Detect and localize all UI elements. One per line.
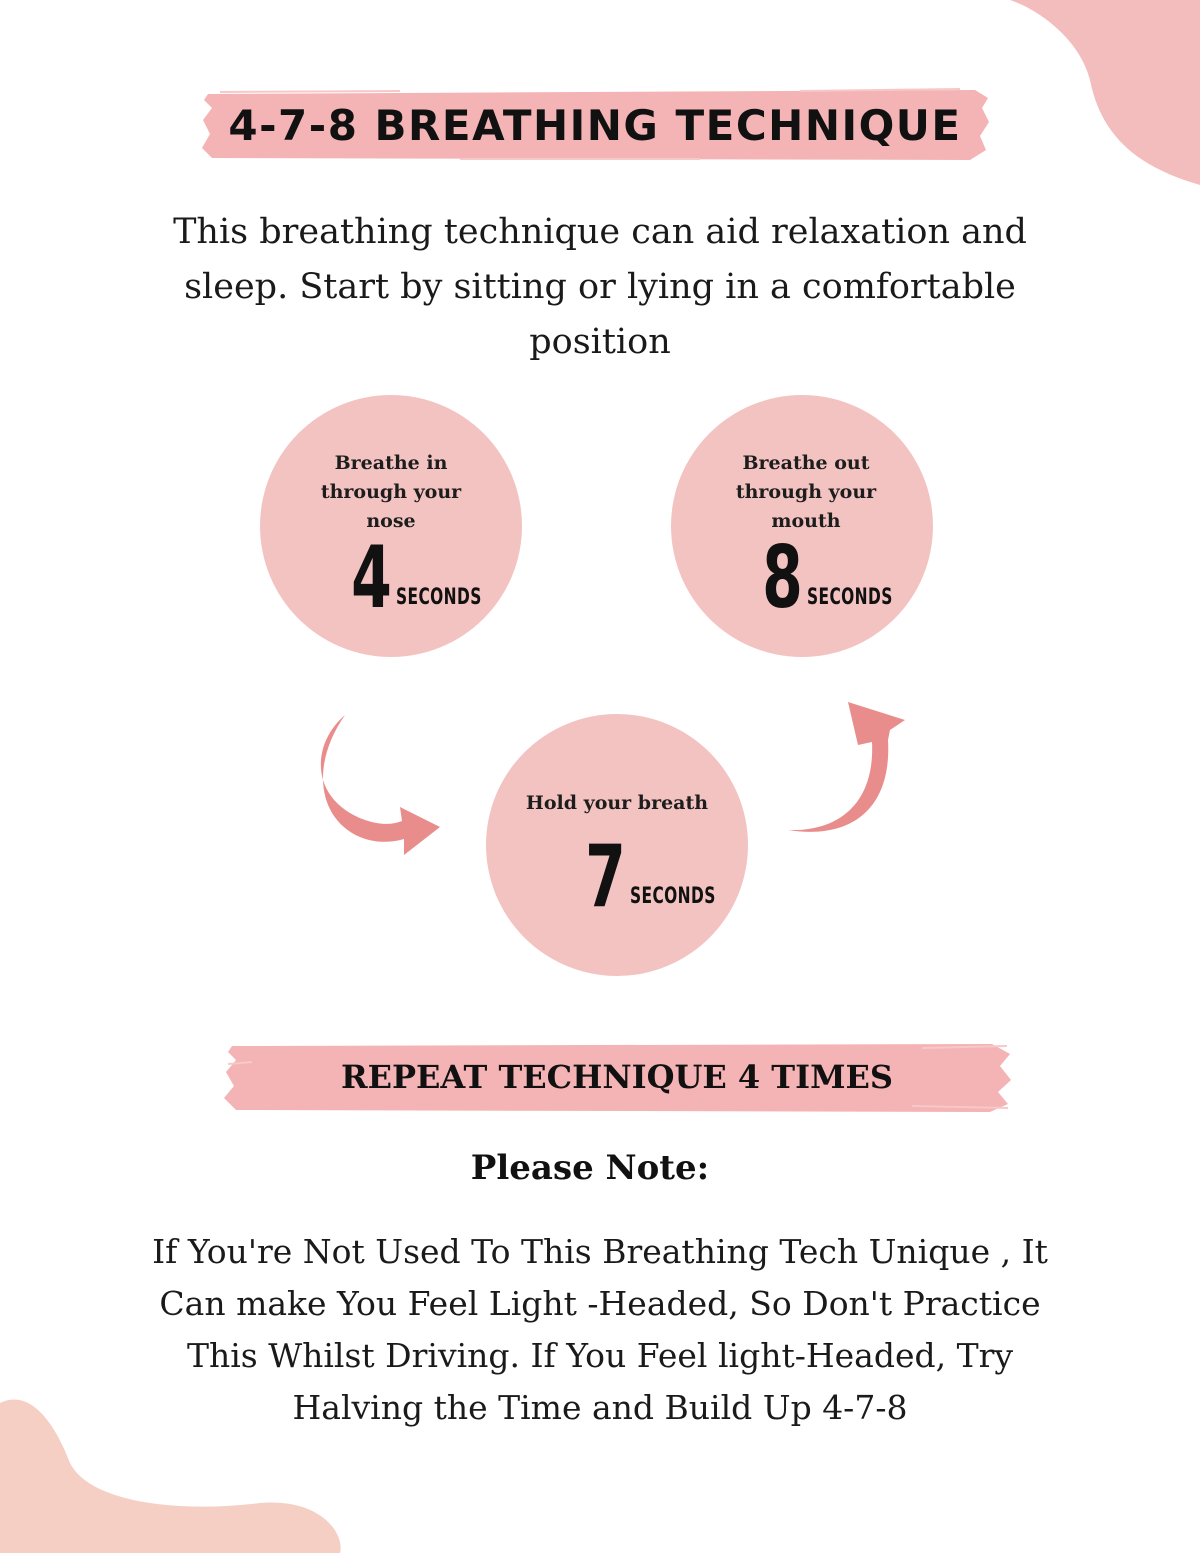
intro-text: This breathing technique can aid relaxation and sleep. Start by sitting or lying in a comfortable position [173, 212, 1027, 362]
title-banner [200, 88, 990, 162]
page-title: 4-7-8 BREATHING TECHNIQUE [228, 100, 962, 150]
note-heading: Please Note: [470, 1148, 710, 1188]
step-exhale-circle [671, 395, 933, 657]
step-inhale-circle [260, 395, 522, 657]
decorative-blob-top-right [970, 0, 1200, 200]
step-count [743, 528, 917, 628]
repeat-banner [222, 1040, 1012, 1114]
step-unit: SECONDS [806, 585, 893, 610]
step-count [566, 827, 740, 927]
step-unit: SECONDS [629, 884, 716, 909]
step-label: Breathe in through your nose [320, 452, 462, 532]
curved-arrow-down-right-icon [300, 705, 450, 870]
step-number: 8 [762, 528, 803, 628]
step-count [332, 528, 506, 628]
step-number: 7 [585, 827, 626, 927]
repeat-instruction: REPEAT TECHNIQUE 4 TIMES [340, 1058, 893, 1096]
note-body: If You're Not Used To This Breathing Tech Unique , It Can make You Feel Light -Headed, So Don't Practice This Whilst Driving. If You Feel light-Headed, Try Halving the Time and Build Up 4-7-8 [152, 1232, 1048, 1427]
step-label: Hold your breath [525, 792, 709, 814]
step-label: Breathe out through your mouth [735, 452, 877, 532]
curved-arrow-up-right-icon [780, 690, 915, 840]
step-unit: SECONDS [395, 585, 482, 610]
step-number: 4 [351, 528, 392, 628]
step-hold-circle [486, 714, 748, 976]
